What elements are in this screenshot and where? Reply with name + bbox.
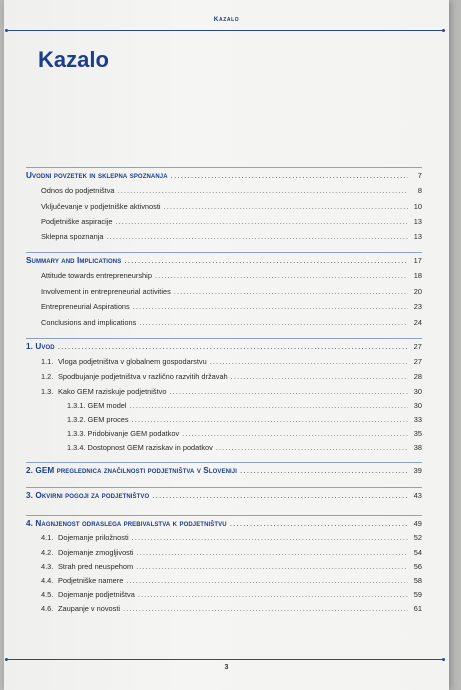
toc-entry-label: Spodbujanje podjetništva v različno razvitih državah bbox=[58, 372, 228, 381]
toc-entry-label: 1.3.4. Dostopnost GEM raziskav in podatkov bbox=[67, 443, 213, 452]
toc-leader-dots bbox=[123, 604, 408, 613]
toc-entry-page: 49 bbox=[413, 519, 422, 528]
toc-entry-label: Dojemanje priložnosti bbox=[58, 533, 129, 542]
toc-entry[interactable] bbox=[26, 256, 422, 265]
toc-entry[interactable] bbox=[67, 401, 422, 410]
toc-entry[interactable] bbox=[41, 217, 422, 226]
toc-leader-dots bbox=[210, 357, 408, 366]
toc-entry-number: 1.1. bbox=[41, 357, 54, 366]
toc-leader-dots bbox=[106, 232, 408, 241]
toc-entry[interactable] bbox=[41, 302, 422, 311]
toc-entry-number: 4.2. bbox=[41, 548, 54, 557]
toc-entry-number: 1.3. bbox=[41, 387, 54, 396]
toc-entry-label: Zaupanje v novosti bbox=[58, 604, 121, 613]
toc-entry-label: Podjetniške aspiracije bbox=[41, 217, 113, 226]
toc-entry-number: 4.5. bbox=[41, 590, 54, 599]
toc-entry-page: 23 bbox=[413, 302, 422, 311]
toc-entry[interactable] bbox=[41, 533, 422, 542]
toc-entry-label: Vloga podjetništva v globalnem gospodarstvu bbox=[58, 357, 207, 366]
toc-entry-label: 1.3.1. GEM model bbox=[67, 401, 127, 410]
toc-entry[interactable] bbox=[41, 372, 422, 381]
toc-leader-dots bbox=[132, 415, 408, 424]
section-separator bbox=[26, 338, 422, 339]
toc-entry-label: Entrepreneurial Aspirations bbox=[41, 302, 130, 311]
toc-leader-dots bbox=[130, 401, 408, 410]
toc-entry-label: Dojemanje zmogljivosti bbox=[58, 548, 134, 557]
toc-leader-dots bbox=[174, 287, 408, 296]
toc-entry-page: 17 bbox=[413, 256, 422, 265]
toc-entry[interactable] bbox=[41, 232, 422, 241]
toc-leader-dots bbox=[124, 256, 408, 265]
section-separator bbox=[26, 462, 422, 463]
toc-leader-dots bbox=[155, 271, 408, 280]
toc-leader-dots bbox=[132, 533, 408, 542]
toc-entry-label: 1.3.3. Pridobivanje GEM podatkov bbox=[67, 429, 180, 438]
section-separator bbox=[26, 252, 422, 253]
section-separator bbox=[26, 167, 422, 168]
toc-leader-dots bbox=[115, 217, 408, 226]
toc-entry-label: Vključevanje v podjetniške aktivnosti bbox=[41, 202, 161, 211]
toc-leader-dots bbox=[133, 302, 408, 311]
toc-entry[interactable] bbox=[41, 186, 422, 195]
running-header: Kazalo bbox=[213, 16, 240, 23]
toc-entry[interactable] bbox=[41, 287, 422, 296]
toc-entry-page: 8 bbox=[417, 186, 422, 195]
toc-entry[interactable] bbox=[26, 342, 422, 351]
toc-entry[interactable] bbox=[41, 604, 422, 613]
toc-entry[interactable] bbox=[26, 491, 422, 500]
toc-entry[interactable] bbox=[41, 562, 422, 571]
toc-leader-dots bbox=[126, 576, 408, 585]
toc-leader-dots bbox=[230, 519, 408, 528]
toc-entry-label: Strah pred neuspehom bbox=[58, 562, 134, 571]
toc-entry-page: 61 bbox=[413, 604, 422, 613]
toc-entry-number: 4.6. bbox=[41, 604, 54, 613]
toc-entry-label: Podjetniške namere bbox=[58, 576, 124, 585]
toc-entry-label: 4. Nagnjenost odraslega prebivalstva k podjetništvu bbox=[26, 519, 227, 528]
toc-leader-dots bbox=[240, 466, 408, 475]
toc-entry-page: 58 bbox=[413, 576, 422, 585]
toc-entry[interactable] bbox=[41, 576, 422, 585]
toc-entry-label: Kako GEM raziskuje podjetništvo bbox=[58, 387, 167, 396]
toc-leader-dots bbox=[138, 590, 408, 599]
toc-entry-label: 2. GEM preglednica značilnosti podjetništva v Sloveniji bbox=[26, 466, 237, 475]
toc-entry-label: 1. Uvod bbox=[26, 342, 55, 351]
toc-entry-number: 4.4. bbox=[41, 576, 54, 585]
toc-entry-page: 13 bbox=[413, 217, 422, 226]
toc-entry-label: Involvement in entrepreneurial activities bbox=[41, 287, 171, 296]
toc-entry[interactable] bbox=[41, 548, 422, 557]
toc-leader-dots bbox=[136, 562, 408, 571]
toc-entry[interactable] bbox=[26, 519, 422, 528]
toc-leader-dots bbox=[169, 387, 408, 396]
toc-entry[interactable] bbox=[41, 590, 422, 599]
toc-entry[interactable] bbox=[41, 357, 422, 366]
toc-leader-dots bbox=[171, 171, 408, 180]
toc-entry-label: Sklepna spoznanja bbox=[41, 232, 104, 241]
toc-entry-page: 7 bbox=[417, 171, 422, 180]
footer-rule bbox=[8, 659, 442, 660]
section-separator bbox=[26, 515, 422, 516]
toc-entry-label: Dojemanje podjetništva bbox=[58, 590, 135, 599]
toc-leader-dots bbox=[118, 186, 408, 195]
toc-entry-page: 52 bbox=[413, 533, 422, 542]
toc-entry[interactable] bbox=[67, 429, 422, 438]
toc-entry-label: 1.3.2. GEM proces bbox=[67, 415, 129, 424]
toc-entry[interactable] bbox=[26, 466, 422, 475]
toc-entry-page: 43 bbox=[413, 491, 422, 500]
toc-entry-page: 13 bbox=[413, 232, 422, 241]
toc-leader-dots bbox=[139, 318, 408, 327]
toc-entry-page: 38 bbox=[413, 443, 422, 452]
toc-entry[interactable] bbox=[41, 202, 422, 211]
toc-leader-dots bbox=[216, 443, 408, 452]
header-rule bbox=[8, 30, 442, 31]
toc-entry-page: 10 bbox=[413, 202, 422, 211]
section-separator bbox=[26, 487, 422, 488]
toc-entry-page: 24 bbox=[413, 318, 422, 327]
toc-entry-label: Uvodni povzetek in sklepna spoznanja bbox=[26, 171, 168, 180]
toc-entry-page: 33 bbox=[413, 415, 422, 424]
page-number: 3 bbox=[224, 664, 229, 671]
toc-entry[interactable] bbox=[41, 318, 422, 327]
toc-entry-page: 35 bbox=[413, 429, 422, 438]
toc-leader-dots bbox=[137, 548, 408, 557]
toc-entry-page: 18 bbox=[413, 271, 422, 280]
toc-entry-page: 27 bbox=[413, 342, 422, 351]
toc-entry-page: 54 bbox=[413, 548, 422, 557]
toc-entry[interactable] bbox=[41, 271, 422, 280]
toc-entry-label: Summary and Implications bbox=[26, 256, 122, 265]
toc-entry-page: 27 bbox=[413, 357, 422, 366]
toc-leader-dots bbox=[231, 372, 408, 381]
toc-entry[interactable] bbox=[26, 171, 422, 180]
toc-leader-dots bbox=[152, 491, 408, 500]
toc-entry-page: 30 bbox=[413, 401, 422, 410]
toc-entry-label: Attitude towards entrepreneurship bbox=[41, 271, 152, 280]
toc-entry-label: Odnos do podjetništva bbox=[41, 186, 115, 195]
toc-entry-number: 4.1. bbox=[41, 533, 54, 542]
toc-entry[interactable] bbox=[67, 415, 422, 424]
toc-entry[interactable] bbox=[67, 443, 422, 452]
toc-entry-page: 20 bbox=[413, 287, 422, 296]
toc-entry-page: 28 bbox=[413, 372, 422, 381]
toc-leader-dots bbox=[182, 429, 408, 438]
toc-leader-dots bbox=[164, 202, 408, 211]
toc-entry-number: 4.3. bbox=[41, 562, 54, 571]
toc-entry-page: 30 bbox=[413, 387, 422, 396]
toc-entry[interactable] bbox=[41, 387, 422, 396]
toc-entry-page: 39 bbox=[413, 466, 422, 475]
toc-leader-dots bbox=[58, 342, 408, 351]
toc-entry-label: Conclusions and implications bbox=[41, 318, 137, 327]
toc-entry-number: 1.2. bbox=[41, 372, 54, 381]
document-page bbox=[4, 0, 449, 690]
toc-entry-page: 59 bbox=[413, 590, 422, 599]
page-title: Kazalo bbox=[38, 47, 109, 72]
toc-entry-page: 56 bbox=[413, 562, 422, 571]
toc-entry-label: 3. Okvirni pogoji za podjetništvo bbox=[26, 491, 150, 500]
